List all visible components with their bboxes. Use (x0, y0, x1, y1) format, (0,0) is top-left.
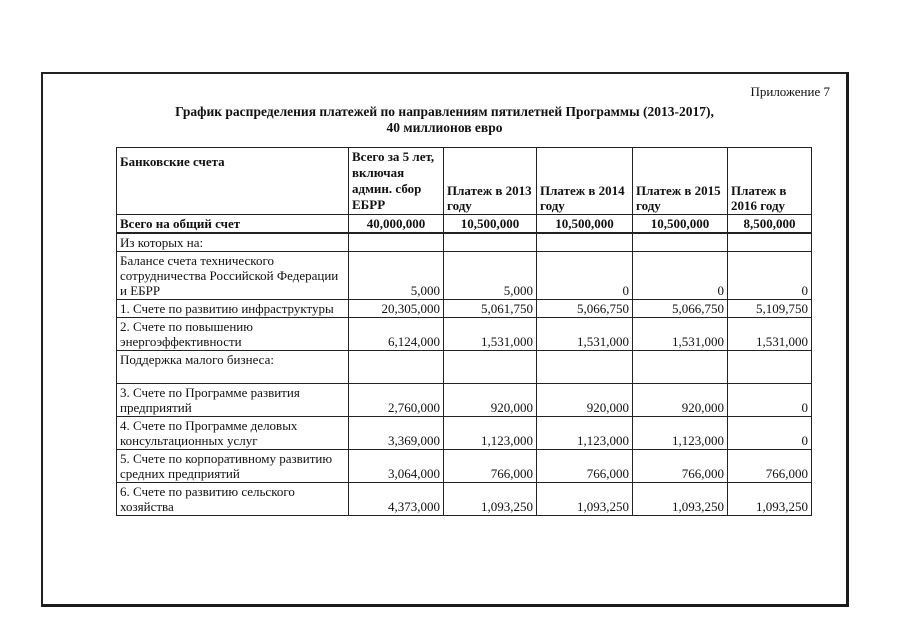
row-label: 1. Счете по развитию инфраструктуры (117, 300, 349, 318)
cell-value: 920,000 (444, 384, 537, 417)
row-label: 3. Счете по Программе развития предприятий (117, 384, 349, 417)
cell-value: 5,061,750 (444, 300, 537, 318)
cell-value: 1,093,250 (537, 483, 633, 516)
total-value: 8,500,000 (728, 215, 812, 234)
document-title (43, 104, 846, 136)
cell-value: 0 (728, 417, 812, 450)
cell-value: 0 (537, 252, 633, 300)
cell-value: 1,531,000 (444, 318, 537, 351)
table-row (117, 450, 812, 483)
cell-value: 5,066,750 (633, 300, 728, 318)
table-row (117, 300, 812, 318)
cell-value: 1,531,000 (633, 318, 728, 351)
row-label: Балансе счета технического сотрудничества Российской Федерации и ЕБРР (117, 252, 349, 300)
table-row (117, 252, 812, 300)
section-row (117, 351, 812, 384)
total-value: 10,500,000 (633, 215, 728, 234)
cell-value: 766,000 (728, 450, 812, 483)
total-value: 10,500,000 (444, 215, 537, 234)
cell-value: 5,066,750 (537, 300, 633, 318)
table-row (117, 384, 812, 417)
header-total-5-years: Всего за 5 лет, включая админ. сбор ЕБРР (349, 148, 444, 215)
row-label: 2. Счете по повышению энергоэффективности (117, 318, 349, 351)
section-label: Поддержка малого бизнеса: (117, 351, 349, 384)
total-row (117, 215, 812, 234)
cell-value: 1,093,250 (728, 483, 812, 516)
of-which-row (117, 233, 812, 252)
row-label: 4. Счете по Программе деловых консультационных услуг (117, 417, 349, 450)
row-label: 5. Счете по корпоративному развитию средних предприятий (117, 450, 349, 483)
title-line-2: 40 миллионов евро (386, 120, 503, 135)
header-2013: Платеж в 2013 году (444, 148, 537, 215)
cell-value: 920,000 (537, 384, 633, 417)
table-row (117, 417, 812, 450)
cell-value: 20,305,000 (349, 300, 444, 318)
cell-value: 1,123,000 (633, 417, 728, 450)
appendix-label: Приложение 7 (750, 84, 830, 99)
title-line-1: График распределения платежей по направлениям пятилетней Программы (2013-2017), (175, 104, 714, 119)
table-row (117, 483, 812, 516)
table-row (117, 318, 812, 351)
cell-value: 5,000 (444, 252, 537, 300)
cell-value: 0 (728, 252, 812, 300)
header-2014: Платеж в 2014 году (537, 148, 633, 215)
total-value: 40,000,000 (349, 215, 444, 234)
cell-value: 766,000 (444, 450, 537, 483)
header-accounts: Банковские счета (117, 148, 349, 215)
cell-value: 1,531,000 (537, 318, 633, 351)
cell-value: 1,093,250 (633, 483, 728, 516)
cell-value: 5,109,750 (728, 300, 812, 318)
cell-value: 0 (633, 252, 728, 300)
table-header-row (117, 148, 812, 215)
cell-value: 1,531,000 (728, 318, 812, 351)
payments-table (116, 147, 812, 516)
cell-value: 2,760,000 (349, 384, 444, 417)
cell-value: 1,123,000 (537, 417, 633, 450)
row-label: 6. Счете по развитию сельского хозяйства (117, 483, 349, 516)
cell-value: 766,000 (633, 450, 728, 483)
header-2015: Платеж в 2015 году (633, 148, 728, 215)
total-label: Всего на общий счет (117, 215, 349, 234)
cell-value: 6,124,000 (349, 318, 444, 351)
cell-value: 1,093,250 (444, 483, 537, 516)
header-2016: Платеж в 2016 году (728, 148, 812, 215)
cell-value: 920,000 (633, 384, 728, 417)
of-which-label: Из которых на: (117, 233, 349, 252)
total-value: 10,500,000 (537, 215, 633, 234)
cell-value: 766,000 (537, 450, 633, 483)
cell-value: 3,064,000 (349, 450, 444, 483)
cell-value: 5,000 (349, 252, 444, 300)
cell-value: 4,373,000 (349, 483, 444, 516)
cell-value: 3,369,000 (349, 417, 444, 450)
document-frame (41, 72, 849, 607)
cell-value: 0 (728, 384, 812, 417)
cell-value: 1,123,000 (444, 417, 537, 450)
